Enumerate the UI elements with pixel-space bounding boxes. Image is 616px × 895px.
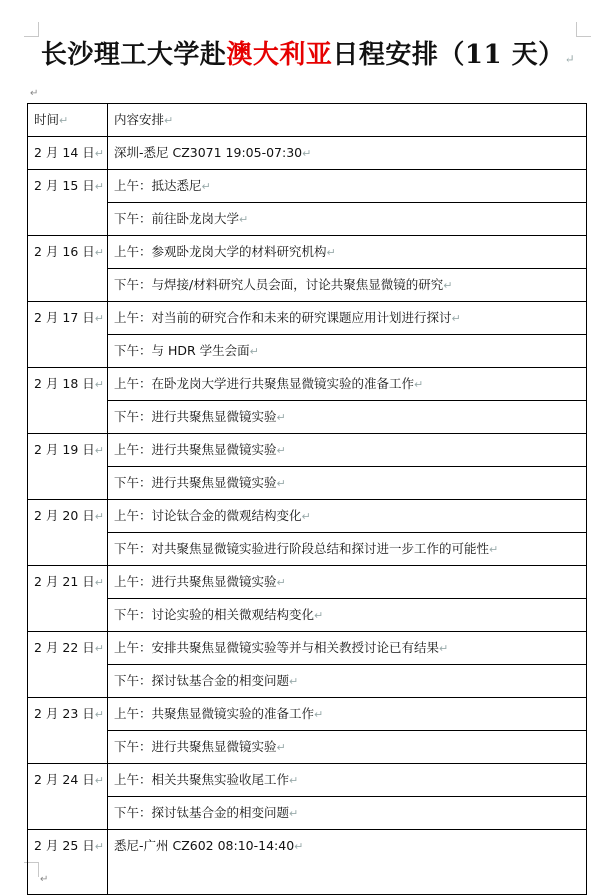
- schedule-item-text: 悉尼-广州 CZ602 08:10-14:40: [114, 838, 295, 853]
- schedule-item-cell[interactable]: [108, 698, 587, 731]
- date-label: 2 月 14 日: [34, 145, 95, 160]
- paragraph-mark-icon: ↵: [326, 246, 336, 259]
- date-cell[interactable]: [28, 698, 108, 764]
- title-highlight: 澳大利亚: [226, 40, 333, 70]
- schedule-item-cell[interactable]: [108, 599, 587, 632]
- table-row: [28, 599, 587, 632]
- date-cell[interactable]: [28, 434, 108, 500]
- paragraph-mark-icon: ↵: [276, 477, 286, 490]
- paragraph-mark-icon: ↵: [94, 708, 104, 721]
- table-row: [28, 137, 587, 170]
- schedule-item-cell[interactable]: [108, 566, 587, 599]
- paragraph-mark-icon: ↵: [564, 52, 576, 66]
- paragraph-mark-icon: ↵: [30, 88, 39, 99]
- schedule-item-cell[interactable]: [108, 830, 587, 895]
- paragraph-mark-icon: ↵: [164, 114, 174, 127]
- title-text-part2: 日程安排（11 天）: [332, 40, 565, 70]
- date-label: 2 月 17 日: [34, 310, 95, 325]
- date-label: 2 月 22 日: [34, 640, 95, 655]
- table-row: [28, 434, 587, 467]
- paragraph-mark-icon: ↵: [276, 741, 286, 754]
- table-row: [28, 764, 587, 797]
- paragraph-mark-icon: ↵: [314, 708, 324, 721]
- paragraph-mark-icon: ↵: [94, 774, 104, 787]
- schedule-item-text: 上午：共聚焦显微镜实验的准备工作: [114, 706, 315, 721]
- schedule-item-text: 下午：进行共聚焦显微镜实验: [114, 409, 277, 424]
- table-row: [28, 335, 587, 368]
- schedule-item-cell[interactable]: [108, 137, 587, 170]
- schedule-item-text: 上午：相关共聚焦实验收尾工作: [114, 772, 290, 787]
- paragraph-mark-icon: ↵: [276, 411, 286, 424]
- schedule-item-cell[interactable]: [108, 764, 587, 797]
- paragraph-mark-icon: ↵: [451, 312, 461, 325]
- schedule-item-text: 深圳-悉尼 CZ3071 19:05-07:30: [114, 145, 303, 160]
- schedule-item-cell[interactable]: [108, 368, 587, 401]
- schedule-item-cell[interactable]: [108, 302, 587, 335]
- paragraph-mark-icon: ↵: [314, 609, 324, 622]
- paragraph-mark-icon: ↵: [94, 642, 104, 655]
- table-row: [28, 566, 587, 599]
- schedule-item-text: 上午：讨论钛合金的微观结构变化: [114, 508, 302, 523]
- date-label: 2 月 15 日: [34, 178, 95, 193]
- paragraph-mark-icon: ↵: [301, 510, 311, 523]
- date-label: 2 月 16 日: [34, 244, 95, 259]
- schedule-item-cell[interactable]: [108, 434, 587, 467]
- schedule-item-text: 上午：进行共聚焦显微镜实验: [114, 442, 277, 457]
- paragraph-mark-icon: ↵: [94, 180, 104, 193]
- table-row: [28, 533, 587, 566]
- schedule-item-text: 下午：与 HDR 学生会面: [114, 343, 250, 358]
- paragraph-mark-icon: ↵: [201, 180, 211, 193]
- table-row: [28, 302, 587, 335]
- paragraph-mark-icon: ↵: [294, 840, 304, 853]
- table-row: [28, 632, 587, 665]
- paragraph-mark-icon: ↵: [94, 840, 104, 853]
- date-label: 2 月 24 日: [34, 772, 95, 787]
- paragraph-mark-icon: ↵: [276, 444, 286, 457]
- header-content-label: 内容安排: [114, 112, 165, 127]
- table-row: [28, 401, 587, 434]
- schedule-item-cell[interactable]: [108, 797, 587, 830]
- schedule-item-text: 上午：对当前的研究合作和未来的研究课题应用计划进行探讨: [114, 310, 452, 325]
- table-row: [28, 269, 587, 302]
- schedule-item-text: 上午：进行共聚焦显微镜实验: [114, 574, 277, 589]
- date-cell[interactable]: [28, 236, 108, 302]
- paragraph-mark-icon: ↵: [239, 213, 249, 226]
- table-row: [28, 830, 587, 895]
- schedule-item-text: 下午：讨论实验的相关微观结构变化: [114, 607, 315, 622]
- schedule-table: [27, 103, 587, 895]
- table-row: [28, 698, 587, 731]
- schedule-item-text: 下午：探讨钛基合金的相变问题: [114, 805, 290, 820]
- schedule-item-cell[interactable]: [108, 467, 587, 500]
- paragraph-mark-icon: ↵: [59, 114, 69, 127]
- table-row: [28, 203, 587, 236]
- date-cell[interactable]: [28, 170, 108, 236]
- paragraph-mark-icon: ↵: [249, 345, 259, 358]
- schedule-item-cell[interactable]: [108, 236, 587, 269]
- schedule-item-text: 下午：与焊接/材料研究人员会面，讨论共聚焦显微镜的研究: [114, 277, 444, 292]
- table-row: [28, 500, 587, 533]
- schedule-item-cell[interactable]: [108, 533, 587, 566]
- paragraph-mark-icon: ↵: [94, 246, 104, 259]
- schedule-item-cell[interactable]: [108, 335, 587, 368]
- date-label: 2 月 18 日: [34, 376, 95, 391]
- table-row: [28, 665, 587, 698]
- schedule-item-text: 上午：安排共聚焦显微镜实验等并与相关教授讨论已有结果: [114, 640, 440, 655]
- table-row: [28, 731, 587, 764]
- paragraph-mark-icon: ↵: [40, 874, 49, 885]
- schedule-item-cell[interactable]: [108, 731, 587, 764]
- paragraph-mark-icon: ↵: [94, 147, 104, 160]
- table-row: [28, 467, 587, 500]
- paragraph-mark-icon: ↵: [489, 543, 499, 556]
- paragraph-mark-icon: ↵: [302, 147, 312, 160]
- table-row: [28, 368, 587, 401]
- table-header-row: [28, 104, 587, 137]
- paragraph-mark-icon: ↵: [443, 279, 453, 292]
- schedule-item-cell[interactable]: [108, 203, 587, 236]
- schedule-item-cell[interactable]: [108, 500, 587, 533]
- schedule-item-cell[interactable]: [108, 401, 587, 434]
- paragraph-mark-icon: ↵: [94, 444, 104, 457]
- date-label: 2 月 23 日: [34, 706, 95, 721]
- schedule-item-text: 上午：在卧龙岗大学进行共聚焦显微镜实验的准备工作: [114, 376, 415, 391]
- schedule-item-cell[interactable]: [108, 632, 587, 665]
- date-label: 2 月 25 日: [34, 838, 95, 853]
- document-title[interactable]: [0, 34, 616, 71]
- date-cell[interactable]: [28, 566, 108, 632]
- paragraph-mark-icon: ↵: [414, 378, 424, 391]
- paragraph-mark-icon: ↵: [94, 576, 104, 589]
- paragraph-mark-icon: ↵: [94, 510, 104, 523]
- date-cell[interactable]: [28, 302, 108, 368]
- paragraph-mark-icon: ↵: [94, 378, 104, 391]
- date-cell[interactable]: [28, 137, 108, 170]
- schedule-item-cell[interactable]: [108, 170, 587, 203]
- date-cell[interactable]: [28, 500, 108, 566]
- schedule-item-text: 下午：探讨钛基合金的相变问题: [114, 673, 290, 688]
- header-time-cell[interactable]: [28, 104, 108, 137]
- header-content-cell[interactable]: [108, 104, 587, 137]
- schedule-item-text: 下午：前往卧龙岗大学: [114, 211, 240, 226]
- schedule-item-text: 下午：对共聚焦显微镜实验进行阶段总结和探讨进一步工作的可能性: [114, 541, 490, 556]
- table-row: [28, 797, 587, 830]
- schedule-item-cell[interactable]: [108, 665, 587, 698]
- schedule-item-text: 下午：进行共聚焦显微镜实验: [114, 739, 277, 754]
- date-label: 2 月 20 日: [34, 508, 95, 523]
- table-row: [28, 170, 587, 203]
- paragraph-mark-icon: ↵: [289, 807, 299, 820]
- paragraph-mark-icon: ↵: [94, 312, 104, 325]
- date-label: 2 月 19 日: [34, 442, 95, 457]
- paragraph-mark-icon: ↵: [439, 642, 449, 655]
- paragraph-mark-icon: ↵: [276, 576, 286, 589]
- paragraph-mark-icon: ↵: [289, 675, 299, 688]
- date-cell[interactable]: [28, 764, 108, 830]
- date-cell[interactable]: [28, 368, 108, 434]
- date-label: 2 月 21 日: [34, 574, 95, 589]
- schedule-item-text: 下午：进行共聚焦显微镜实验: [114, 475, 277, 490]
- schedule-item-text: 上午：抵达悉尼: [114, 178, 202, 193]
- title-text-part1: 长沙理工大学赴: [40, 40, 227, 70]
- schedule-item-cell[interactable]: [108, 269, 587, 302]
- date-cell[interactable]: [28, 632, 108, 698]
- paragraph-mark-icon: ↵: [289, 774, 299, 787]
- header-time-label: 时间: [34, 112, 60, 127]
- schedule-item-text: 上午：参观卧龙岗大学的材料研究机构: [114, 244, 327, 259]
- table-row: [28, 236, 587, 269]
